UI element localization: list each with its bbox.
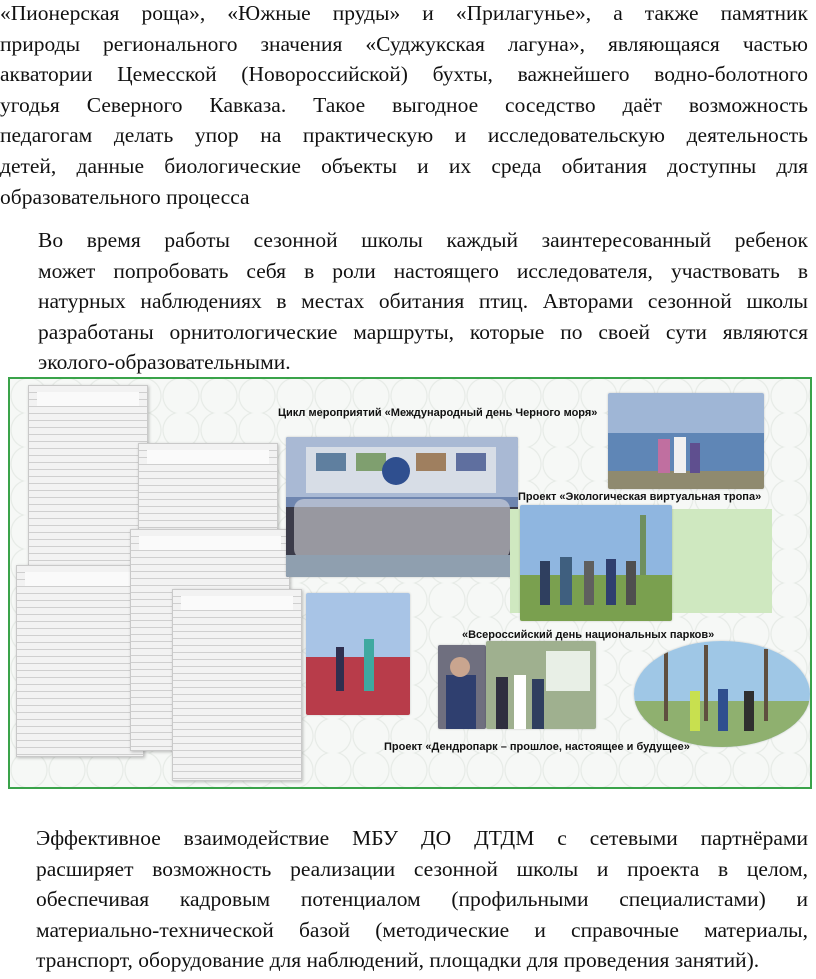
text-line: образовательного процесса (0, 184, 250, 209)
text-line: природы регионального значения «Суджукская лагуна», являющаяся частью (0, 31, 808, 56)
lake-photo (608, 393, 764, 489)
text-line: натурных наблюдениях в местах обитания птиц. Авторами сезонной школы (38, 289, 808, 314)
text-line: «Пионерская роща», «Южные пруды» и «Прилагунье», а также памятник (0, 1, 808, 25)
field-photo (520, 505, 672, 621)
document-scan (16, 565, 144, 757)
caption-dendropark: Проект «Дендропарк – прошлое, настоящее и будущее» (384, 741, 690, 753)
text-line: педагогам делать упор на практическую и исследовательскую деятельность (0, 123, 808, 148)
photo-collage (8, 377, 812, 789)
paragraph-seasonal-school (0, 225, 808, 378)
text-line: эколого-образовательными. (38, 350, 291, 375)
caption-black-sea-day: Цикл мероприятий «Международный день Черного моря» (278, 407, 598, 419)
paragraph-intro (0, 0, 808, 212)
text-line: может попробовать себя в роли настоящего исследователя, участвовать в (38, 258, 808, 283)
group-photo (286, 437, 518, 577)
document-scan (172, 589, 302, 781)
text-line: угодья Северного Кавказа. Такое выгодное соседство даёт возможность (0, 92, 808, 117)
marsh-photo (306, 593, 410, 715)
text-line: материально-технической базой (методические и справочные материалы, (36, 917, 808, 942)
text-line: акватории Цемесской (Новороссийской) бухты, важнейшего водно-болотного (0, 62, 808, 87)
text-line: разработаны орнитологические маршруты, которые по своей сути являются (38, 319, 808, 344)
caption-national-parks: «Всероссийский день национальных парков» (462, 629, 715, 641)
text-line: Эффективное взаимодействие МБУ ДО ДТДМ с сетевыми партнёрами (36, 826, 808, 850)
group-photo-image (286, 437, 518, 577)
text-line: расширяет возможность реализации сезонной школы и проекта в целом, (36, 856, 808, 881)
dendropark-photo (634, 641, 810, 747)
text-line: детей, данные биологические объекты и их среда обитания доступны для (0, 153, 808, 178)
paragraph-partners (0, 823, 808, 976)
text-line: транспорт, оборудование для наблюдений, площадки для проведения занятий). (36, 948, 760, 973)
exhibition-photo (486, 641, 596, 729)
caption-eco-trail: Проект «Экологическая виртуальная тропа» (518, 491, 762, 503)
exhibition-photo (438, 645, 486, 729)
text-line: обеспечивая кадровым потенциалом (профильными специалистами) и (36, 887, 808, 912)
text-line: Во время работы сезонной школы каждый заинтересованный ребенок (38, 228, 808, 252)
